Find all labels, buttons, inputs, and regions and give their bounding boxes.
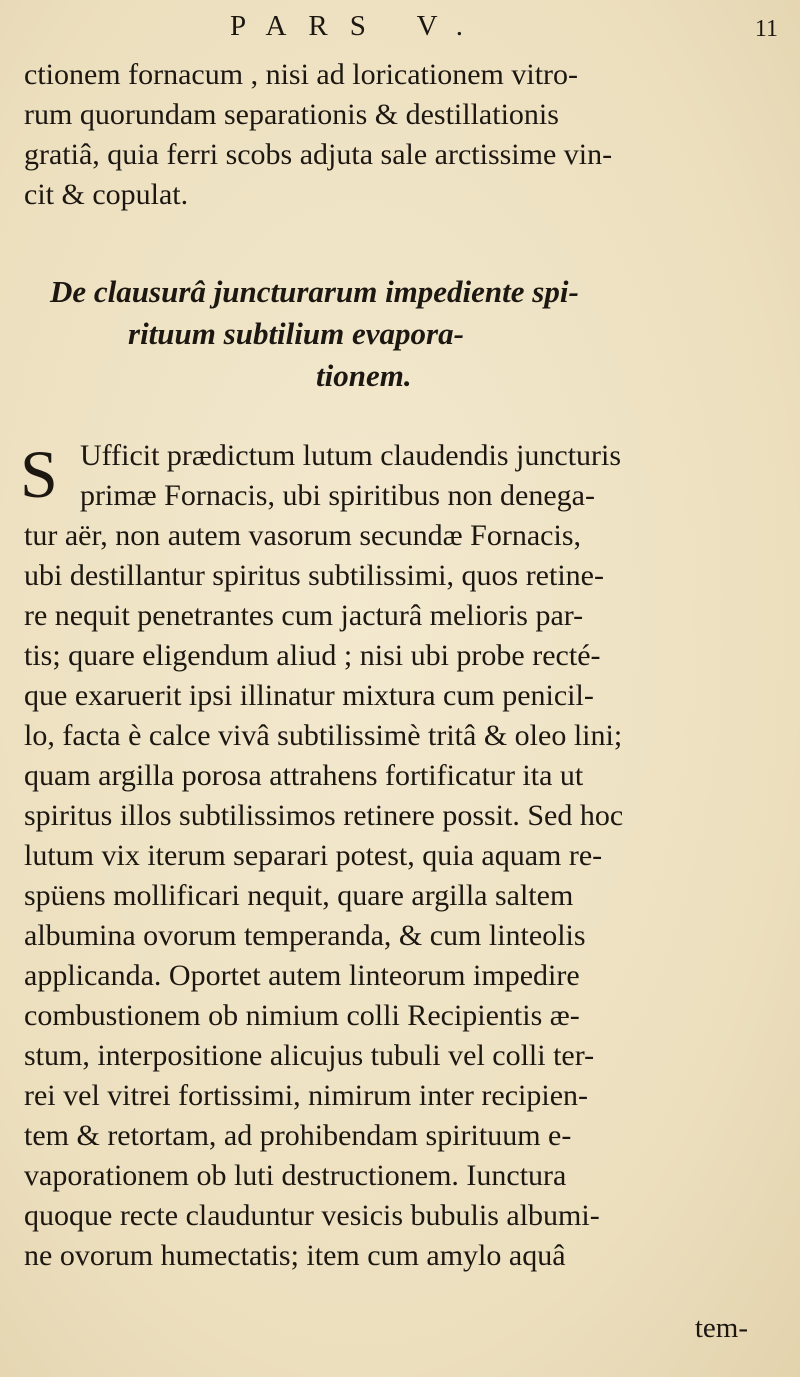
text-line: quoque recte clauduntur vesicis bubulis albumi-: [24, 1199, 600, 1232]
text-line: spüens mollificari nequit, quare argilla saltem: [24, 879, 574, 912]
section-heading-line: tionem.: [316, 358, 412, 393]
drop-cap: S: [20, 436, 58, 512]
text-line: lo, facta è calce vivâ subtilissimè tritâ & oleo lini;: [24, 719, 623, 752]
text-line: applicanda. Oportet autem linteorum impedire: [24, 959, 580, 992]
text-line: combustionem ob nimium colli Recipientis æ-: [24, 999, 580, 1032]
running-head: PARS V.: [230, 10, 486, 42]
text-line: que exaruerit ipsi illinatur mixtura cum penicil-: [24, 679, 594, 712]
catchword: tem-: [694, 1312, 748, 1344]
text-line: ne ovorum humectatis; item cum amylo aquâ: [24, 1239, 566, 1272]
text-line: lutum vix iterum separari potest, quia aquam re-: [24, 839, 603, 872]
text-line: stum, interpositione alicujus tubuli vel colli ter-: [24, 1039, 595, 1072]
text-line: tur aër, non autem vasorum secundæ Fornacis,: [24, 519, 581, 552]
text-line: quam argilla porosa attrahens fortificatur ita ut: [24, 759, 584, 792]
text-line: tem & retortam, ad prohibendam spirituum e-: [24, 1119, 572, 1152]
text-line: tis; quare eligendum aliud ; nisi ubi probe recté-: [24, 639, 601, 672]
text-line: re nequit penetrantes cum jacturâ melioris par-: [24, 599, 584, 632]
section-heading-line: De clausurâ juncturarum impediente spi-: [50, 274, 579, 309]
text-line: primæ Fornacis, ubi spiritibus non denega-: [80, 479, 595, 512]
text-line: gratiâ, quia ferri scobs adjuta sale arctissime vin-: [24, 138, 613, 171]
text-line: albumina ovorum temperanda, & cum linteolis: [24, 919, 586, 952]
text-line: spiritus illos subtilissimos retinere possit. Sed hoc: [24, 799, 624, 832]
text-line: cit & copulat.: [24, 178, 189, 211]
text-line: rum quorundam separationis & destillationis: [24, 98, 559, 131]
page-number: 11: [754, 16, 778, 42]
text-line: ubi destillantur spiritus subtilissimi, quos retine-: [24, 559, 604, 592]
text-line: rei vel vitrei fortissimi, nimirum inter recipien-: [24, 1079, 589, 1112]
text-line: ctionem fornacum , nisi ad loricationem vitro-: [24, 58, 579, 91]
text-line: Ufficit prædictum lutum claudendis juncturis: [80, 439, 622, 472]
text-line: vaporationem ob luti destructionem. Iunctura: [24, 1159, 567, 1192]
section-heading-line: rituum subtilium evapora-: [128, 316, 464, 351]
